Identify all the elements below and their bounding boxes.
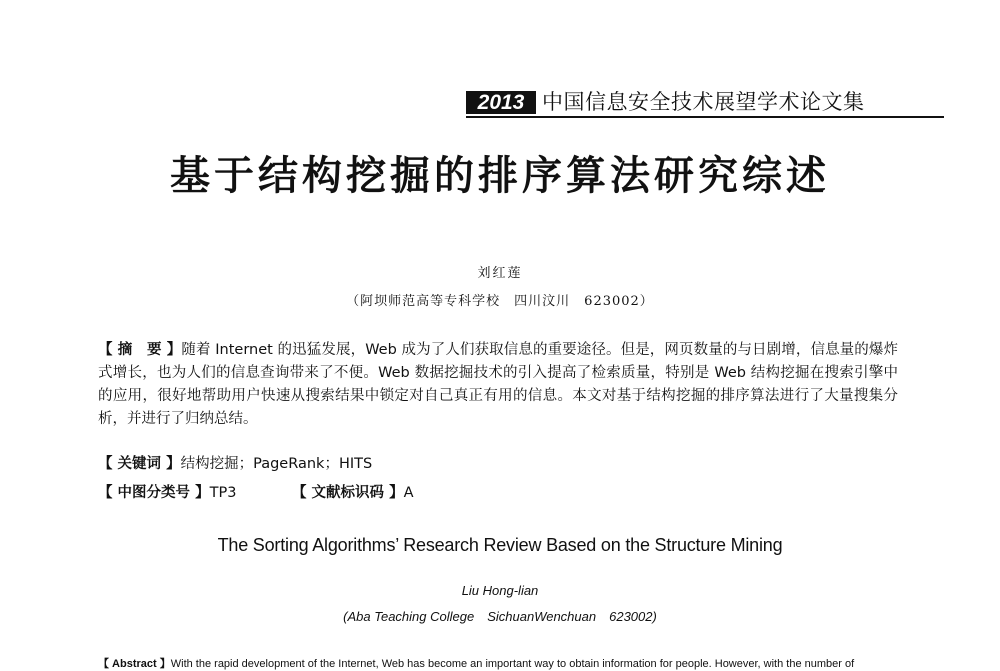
paper-title-cn: 基于结构挖掘的排序算法研究综述 <box>170 152 830 199</box>
abstract-en-text: With the rapid development of the Internet, Web has become an important way to obtain information for people. However, with the number of <box>170 658 855 670</box>
paper-title-en: The Sorting Algorithms’ Research Review Based on the Structure Mining <box>217 535 783 555</box>
abstract-en-label: 【 Abstract 】 <box>98 658 171 670</box>
doc-code-value: A <box>403 485 414 501</box>
doc-code-label: 【 文献标识码 】 <box>292 485 404 501</box>
author-en: Liu Hong-lian <box>461 583 539 598</box>
year-badge: 2013 <box>466 91 536 114</box>
keywords-label: 【 关键词 】 <box>98 456 181 472</box>
classification-number <box>98 481 236 502</box>
document-code <box>292 481 414 502</box>
abstract-cn <box>98 339 898 431</box>
keywords-cn <box>98 452 372 473</box>
abstract-en <box>98 657 918 671</box>
affiliation-en: (Aba Teaching College SichuanWenchuan 623002) <box>343 609 657 624</box>
author-cn: 刘红莲 <box>477 266 523 281</box>
clc-value: TP3 <box>209 485 237 501</box>
series-title: 中国信息安全技术展望学术论文集 <box>542 90 865 114</box>
abstract-cn-text: 随着 Internet 的迅猛发展，Web 成为了人们获取信息的重要途径。但是，网页数量的与日剧增，信息量的爆炸式增长，也为人们的信息查询带来了不便。Web 数据挖掘技术的引入提高了检索质量，特别是 Web 结构挖掘在搜索引擎中的应用，很好地帮助用户快速从搜索结果中锁定对自己真正有用的信息。本文对基于结构挖掘的排序算法进行了大量搜集分析，并进行了归纳总结。 <box>98 342 898 427</box>
abstract-cn-label: 【 摘 要 】 <box>98 342 182 358</box>
clc-label: 【 中图分类号 】 <box>98 485 210 501</box>
series-header <box>466 90 944 118</box>
keywords-text: 结构挖掘；PageRank；HITS <box>180 456 373 472</box>
affiliation-cn: （阿坝师范高等专科学校 四川汶川 623002） <box>346 294 654 309</box>
